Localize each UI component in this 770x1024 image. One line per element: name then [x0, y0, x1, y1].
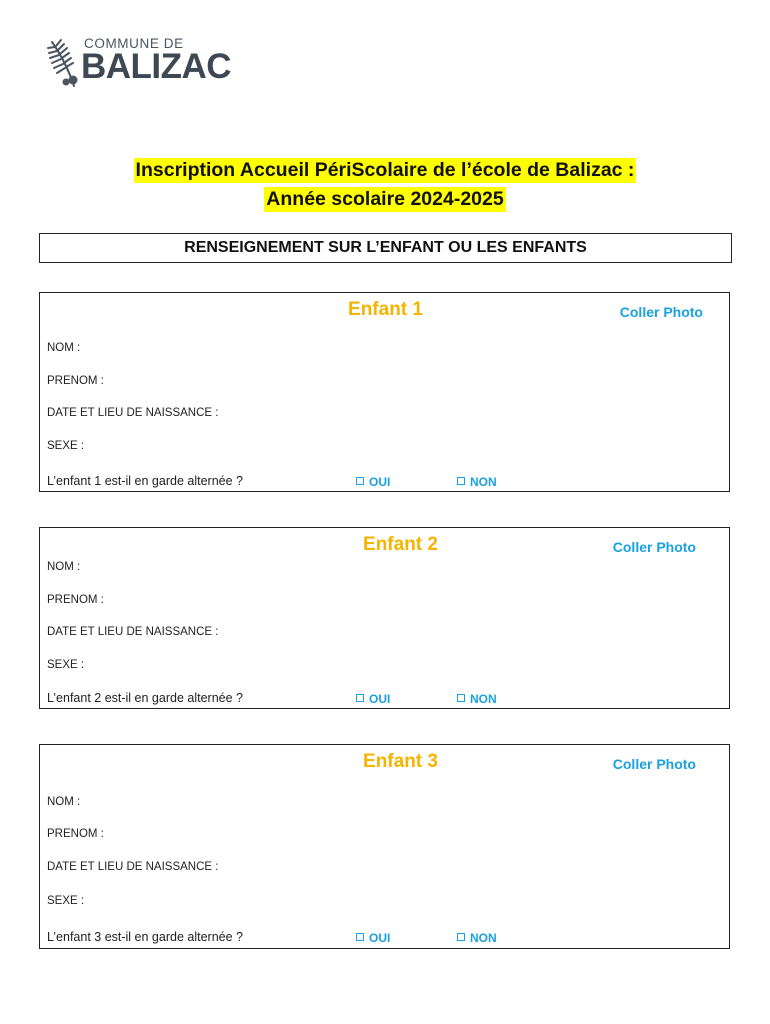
child-card-1	[39, 292, 730, 492]
page-title	[0, 158, 770, 216]
child-card-2	[39, 527, 730, 709]
checkbox-icon[interactable]	[356, 477, 364, 485]
section-header: RENSEIGNEMENT SUR L’ENFANT OU LES ENFANTS	[39, 233, 732, 263]
field-nom: NOM :	[47, 561, 81, 573]
checkbox-icon[interactable]	[457, 477, 465, 485]
field-prenom: PRENOM :	[47, 828, 104, 840]
logo-line-2: BALIZAC	[81, 47, 232, 86]
field-prenom: PRENOM :	[47, 594, 104, 606]
field-sexe: SEXE :	[47, 440, 85, 452]
option-oui-label: OUI	[369, 692, 391, 706]
field-sexe: SEXE :	[47, 895, 85, 907]
child-card-3	[39, 744, 730, 949]
title-line-1: Inscription Accueil PériScolaire de l’école de Balizac :	[135, 159, 635, 181]
option-non-label: NON	[470, 692, 497, 706]
commune-logo	[44, 36, 232, 90]
option-non[interactable]	[457, 475, 497, 489]
option-oui[interactable]	[356, 931, 390, 945]
photo-placeholder: Coller Photo	[619, 304, 703, 320]
fern-leaf-icon	[44, 36, 82, 90]
checkbox-icon[interactable]	[457, 694, 465, 702]
child-title: Enfant 2	[363, 534, 438, 555]
logo-line-1: COMMUNE DE	[84, 36, 184, 51]
garde-question: L’enfant 2 est-il en garde alternée ?	[47, 691, 243, 705]
field-naissance: DATE ET LIEU DE NAISSANCE :	[47, 407, 219, 419]
option-oui[interactable]	[356, 475, 390, 489]
field-sexe: SEXE :	[47, 659, 85, 671]
option-non-label: NON	[470, 931, 497, 945]
checkbox-icon[interactable]	[356, 694, 364, 702]
option-oui[interactable]	[356, 692, 390, 706]
child-title: Enfant 1	[348, 299, 423, 320]
option-non[interactable]	[457, 692, 497, 706]
field-naissance: DATE ET LIEU DE NAISSANCE :	[47, 861, 219, 873]
option-non-label: NON	[470, 475, 497, 489]
photo-placeholder: Coller Photo	[612, 539, 696, 555]
photo-placeholder: Coller Photo	[612, 756, 696, 772]
checkbox-icon[interactable]	[457, 933, 465, 941]
field-nom: NOM :	[47, 796, 81, 808]
field-prenom: PRENOM :	[47, 375, 104, 387]
option-oui-label: OUI	[369, 475, 391, 489]
child-title: Enfant 3	[363, 751, 438, 772]
option-non[interactable]	[457, 931, 497, 945]
garde-question: L’enfant 3 est-il en garde alternée ?	[47, 930, 243, 944]
option-oui-label: OUI	[369, 931, 391, 945]
field-naissance: DATE ET LIEU DE NAISSANCE :	[47, 626, 219, 638]
garde-question: L’enfant 1 est-il en garde alternée ?	[47, 474, 243, 488]
title-line-2: Année scolaire 2024-2025	[266, 188, 504, 210]
field-nom: NOM :	[47, 342, 81, 354]
checkbox-icon[interactable]	[356, 933, 364, 941]
